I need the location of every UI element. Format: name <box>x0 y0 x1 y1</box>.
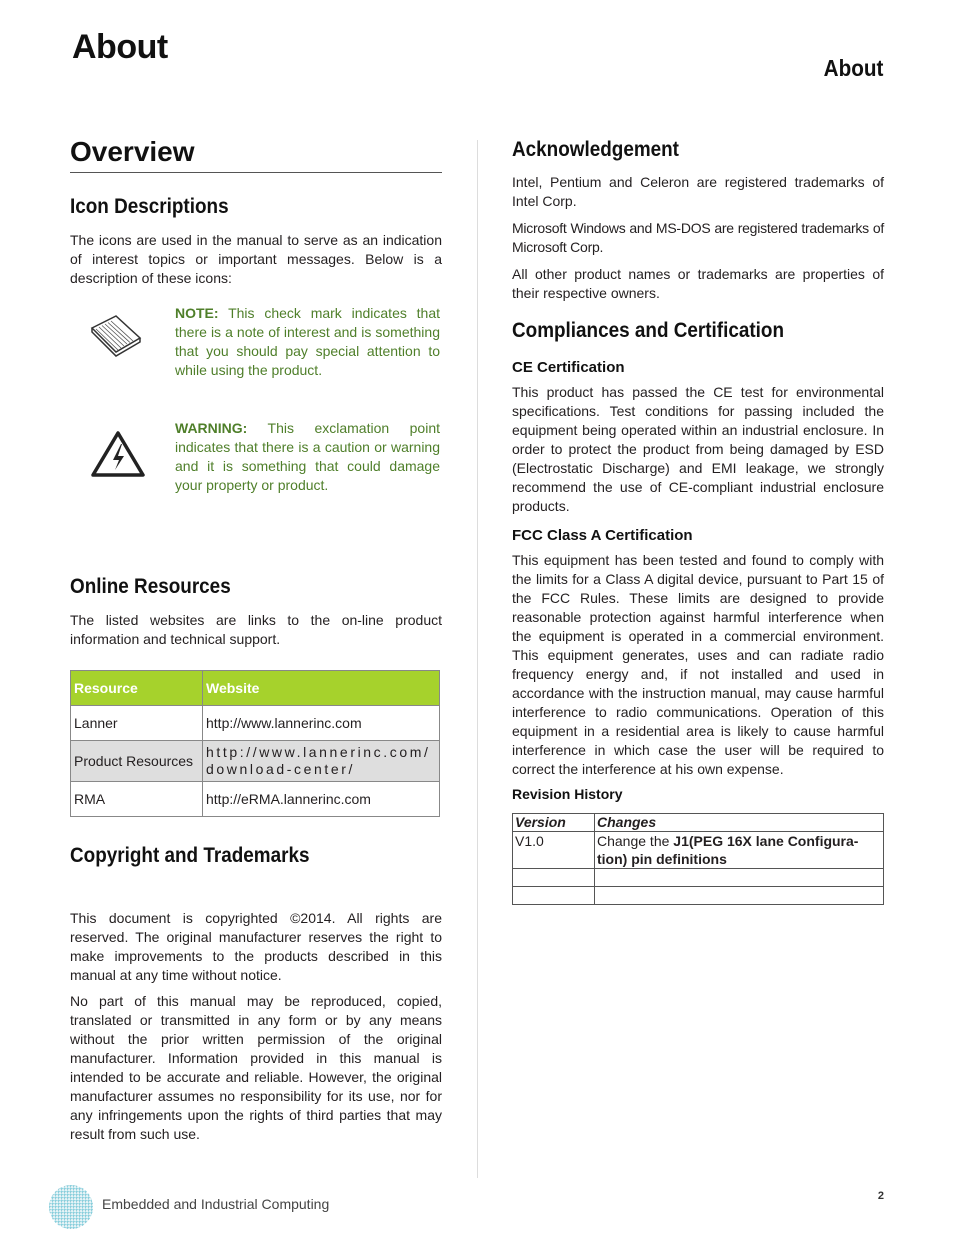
note-description <box>175 304 440 380</box>
icon-descriptions-heading: Icon Descriptions <box>70 195 229 218</box>
compliances-heading: Compliances and Certification <box>512 319 785 342</box>
resource-link[interactable]: http://www.lannerinc.com/ download-center/ <box>203 741 440 782</box>
note-book-icon <box>86 308 146 368</box>
changes-cell <box>595 832 884 869</box>
table-row <box>71 741 440 782</box>
change-prefix: Change the <box>597 833 674 849</box>
table-row <box>513 832 884 869</box>
running-header: About <box>823 55 883 81</box>
fcc-certification-heading: FCC Class A Certification <box>512 527 693 544</box>
resource-link[interactable]: http://eRMA.lannerinc.com <box>203 782 440 817</box>
column-header-changes: Changes <box>595 814 884 832</box>
column-header-resource: Resource <box>71 671 203 706</box>
table-row <box>513 869 884 887</box>
empty-cell <box>595 869 884 887</box>
empty-cell <box>513 869 595 887</box>
overview-rule <box>70 172 442 173</box>
page-title: About <box>72 28 168 66</box>
online-resources-heading: Online Resources <box>70 575 231 598</box>
table-row <box>71 782 440 817</box>
change-detail: J1(PEG 16X lane Configura- tion) pin definitions <box>597 833 859 867</box>
column-header-version: Version <box>513 814 595 832</box>
acknowledgement-paragraph-3: All other product names or trademarks are properties of their respective owners. <box>512 266 884 301</box>
overview-heading: Overview <box>70 136 195 167</box>
table-row <box>71 706 440 741</box>
version-cell: V1.0 <box>513 832 595 869</box>
company-logo-icon <box>48 1184 94 1230</box>
ce-certification-text: This product has passed the CE test for environmental specifications. Test conditions for passing included the equipment being operated within an industrial enclosure. In order to protect the product from being damaged by ESD (Electrostatic Discharge) and EMI leakage, we strongly recommend the use of CE-compliant industrial enclosure products. <box>512 384 884 514</box>
empty-cell <box>595 887 884 905</box>
revision-history-table <box>512 813 884 905</box>
resource-link[interactable]: http://www.lannerinc.com <box>203 706 440 741</box>
copyright-heading: Copyright and Trademarks <box>70 844 310 867</box>
table-row <box>513 887 884 905</box>
empty-cell <box>513 887 595 905</box>
resource-name: Lanner <box>71 706 203 741</box>
resource-name: RMA <box>71 782 203 817</box>
table-header-row <box>513 814 884 832</box>
table-header-row <box>71 671 440 706</box>
resource-name: Product Resources <box>71 741 203 782</box>
column-divider <box>477 140 478 1178</box>
online-resources-intro: The listed websites are links to the on-line product information and technical support. <box>70 612 442 647</box>
warning-icon <box>90 430 150 490</box>
resources-table <box>70 670 440 817</box>
acknowledgement-heading: Acknowledgement <box>512 138 679 161</box>
footer-text: Embedded and Industrial Computing <box>102 1196 330 1212</box>
icon-descriptions-intro: The icons are used in the manual to serve as an indication of interest topics or important messages. Below is a description of these icons: <box>70 232 442 286</box>
note-label: NOTE: <box>175 305 219 321</box>
copyright-paragraph-1: This document is copyrighted ©2014. All rights are reserved. The original manufacturer reserves the right to make improvements to the products described in this manual at any time without notice. <box>70 910 442 983</box>
ce-certification-heading: CE Certification <box>512 359 625 376</box>
warning-label: WARNING: <box>175 420 248 436</box>
warning-text: This exclamation point indicates that there is a caution or warning and it is something that could damage your property or product. <box>175 420 440 493</box>
note-text: This check mark indicates that there is a note of interest and is something that you should pay special attention to while using the product. <box>175 305 440 378</box>
column-header-website: Website <box>203 671 440 706</box>
warning-description <box>175 419 440 495</box>
fcc-certification-text: This equipment has been tested and found to comply with the limits for a Class A digital device, pursuant to Part 15 of the FCC Rules. These limits are designed to provide reasonable protection against harmful interference when the equipment is operated in a commercial environment. This equipment generates, uses and can radiate radio frequency energy and, if not installed and used in accordance with the instruction manual, may cause harmful interference to radio communications. Operation of this equipment in a residential area is likely to cause harmful interference in which case the user will be required to correct the interference at his own expense. <box>512 552 884 777</box>
copyright-paragraph-2: No part of this manual may be reproduced, copied, translated or transmitted in any form or by any means without the prior written permission of the original manufacturer. Information provided in this manual is intended to be accurate and reliable. However, the original manufacturer assumes no responsibility for its use, nor for any infringements upon the rights of third parties that may result from such use. <box>70 993 442 1142</box>
revision-history-heading: Revision History <box>512 786 623 802</box>
acknowledgement-paragraph-2: Microsoft Windows and MS-DOS are registered trademarks of Microsoft Corp. <box>512 220 884 255</box>
page-number: 2 <box>877 1190 884 1202</box>
acknowledgement-paragraph-1: Intel, Pentium and Celeron are registered trademarks of Intel Corp. <box>512 174 884 209</box>
